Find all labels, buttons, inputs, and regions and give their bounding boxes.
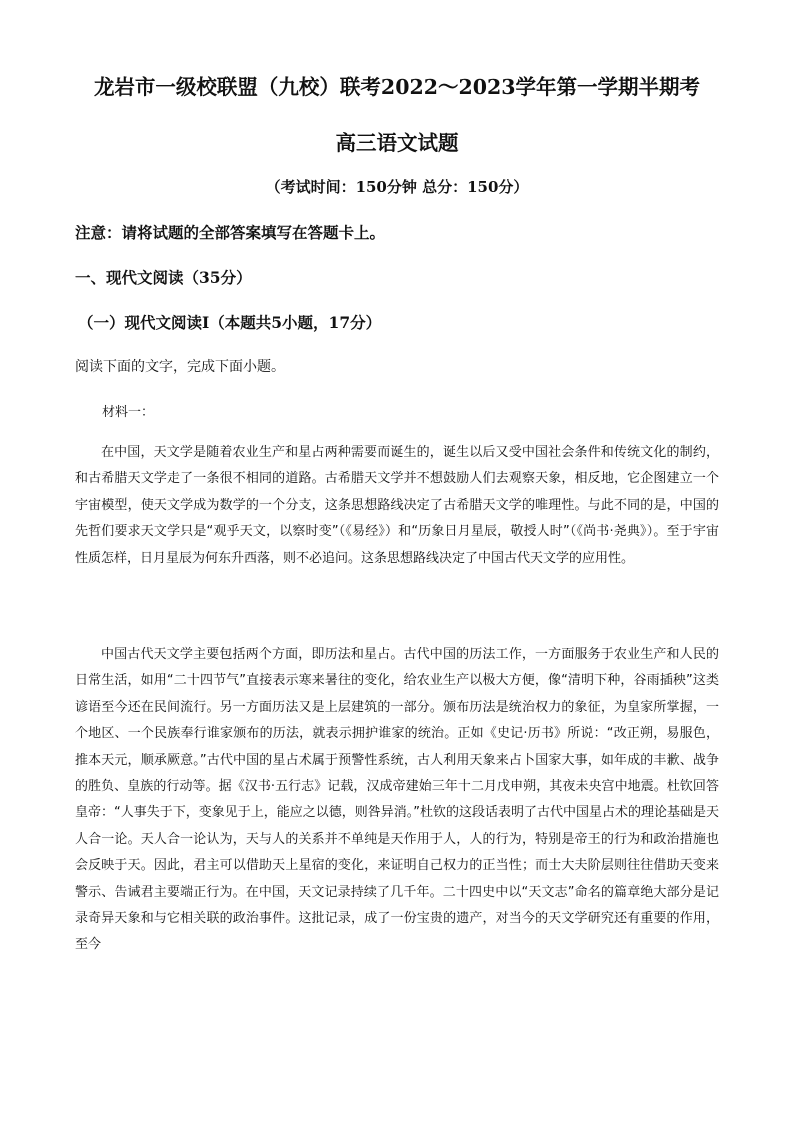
section-heading: 一、现代文阅读（35分） <box>75 268 252 287</box>
material-paragraph: 在中国，天文学是随着农业生产和星占两种需要而诞生的，诞生以后又受中国社会条件和传统文化的制约，和古希腊天文学走了一条很不相同的道路。古希腊天文学并不想鼓励人们去观察天象，相反地，它企图建立一个宇宙模型，使天文学成为数学的一个分支，这条思想路线决定了古希腊天文学的唯理性。与此不同的是，中国的先哲们要求天文学只是“观乎天文，以察时变”（《易经》）和“历象日月星辰，敬授人时”（《尚书·尧典》）。至于宇宙性质怎样，日月星辰为何东升西落，则不必追问。这条思想路线决定了中国古代天文学的应用性。 <box>75 445 719 566</box>
exam-meta: （考试时间：150分钟 总分：150分） <box>265 178 529 196</box>
material-paragraph: 中国古代天文学主要包括两个方面，即历法和星占。古代中国的历法工作，一方面服务于农业生产和人民的日常生活，如用“二十四节气”直接表示寒来暑往的变化，给农业生产以极大方便，像“清明下种，谷雨插秧”这类谚语至今还在民间流行。另一方面历法又是上层建筑的一部分。颁布历法是统治权力的象征，为皇家所掌握，一个地区、一个民族奉行谁家颁布的历法，就表示拥护谁家的统治。正如《史记·历书》所说：“改正朔，易服色，推本天元，顺承厥意。”古代中国的星占术属于预警性系统，古人利用天象来占卜国家大事，如年成的丰歉、战争的胜负、皇族的行动等。据《汉书·五行志》记载，汉成帝建始三年十二月戊申朔，其夜未央宫中地震。杜钦回答皇帝：“人事失于下，变象见于上，能应之以德，则咎异消。”杜钦的这段话表明了古代中国星占术的理论基础是天人合一论。天人合一论认为，天与人的关系并不单纯是天作用于人，人的行为，特别是帝王的行为和政治措施也会反映于天。因此，君主可以借助天上星宿的变化，来证明自己权力的正当性；而士大夫阶层则往往借助天变来警示、告诫君主要端正行为。在中国，天文记录持续了几千年。二十四史中以“天文志”命名的篇章绝大部分是记录奇异天象和与它相关联的政治事件。这批记录，成了一份宝贵的遗产，对当今的天文学研究还有重要的作用，至今 <box>75 647 719 953</box>
notice: 注意：请将试题的全部答案填写在答题卡上。 <box>75 223 386 242</box>
exam-subject-title: 高三语文试题 <box>335 131 459 155</box>
material-label: 材料一： <box>102 405 155 420</box>
reading-instruction: 阅读下面的文字，完成下面小题。 <box>75 359 285 375</box>
exam-title: 龙岩市一级校联盟（九校）联考2022～2023学年第一学期半期考 <box>93 75 701 99</box>
subsection-heading: （一）现代文阅读Ⅰ（本题共5小题，17分） <box>78 313 382 332</box>
